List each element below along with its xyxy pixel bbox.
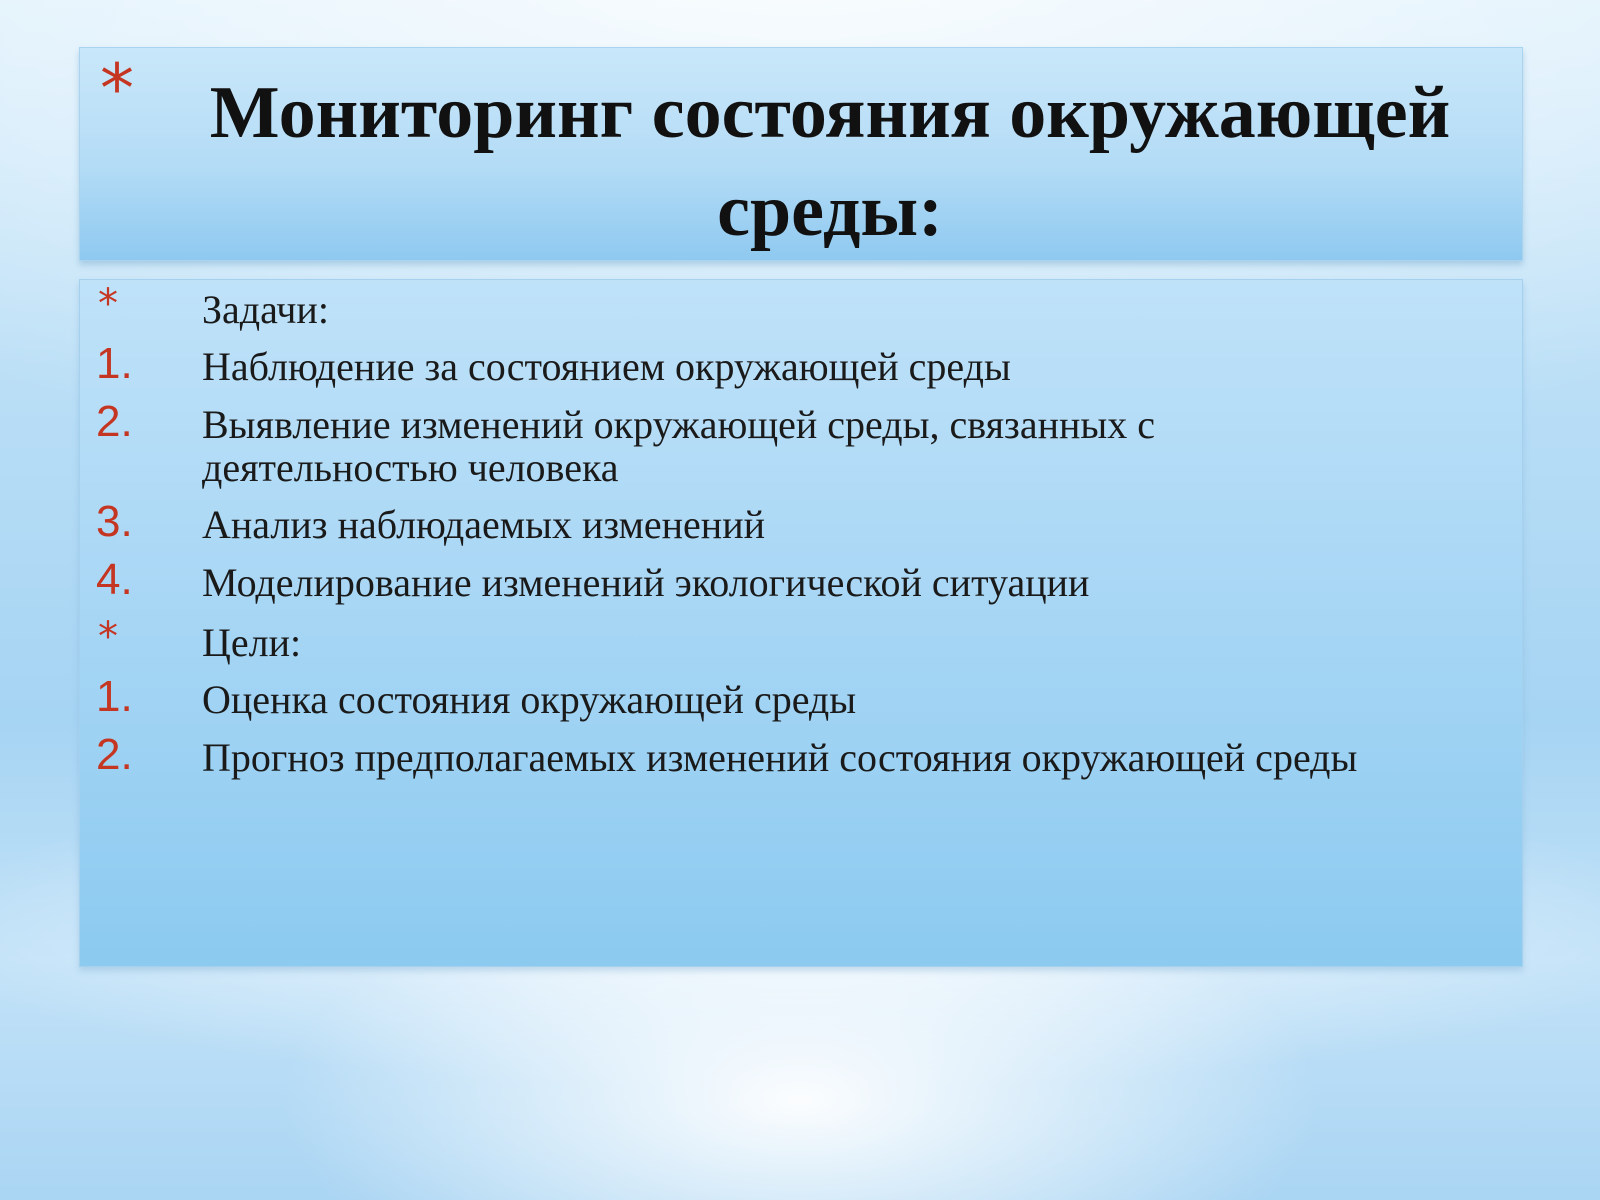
list-number: 2. bbox=[96, 397, 133, 446]
list-number: 1. bbox=[96, 672, 133, 721]
list-item-text: Выявление изменений окружающей среды, связанных с деятельностью человека bbox=[202, 402, 1156, 490]
title-star-marker: * bbox=[100, 50, 134, 129]
list-item-text: Оценка состояния окружающей среды bbox=[202, 677, 857, 722]
list-number: 2. bbox=[96, 730, 133, 779]
star-bullet: * bbox=[98, 281, 118, 327]
list-item-text: Цели: bbox=[202, 620, 302, 665]
list-item-text: Анализ наблюдаемых изменений bbox=[202, 502, 766, 547]
list-number: 1. bbox=[96, 339, 133, 388]
list-item-text: Моделирование изменений экологической ситуации bbox=[202, 560, 1090, 605]
list-number: 3. bbox=[96, 497, 133, 546]
list-number: 4. bbox=[96, 555, 133, 604]
star-bullet: * bbox=[98, 614, 118, 660]
slide-title: Мониторинг состояния окружающей среды: bbox=[209, 72, 1451, 252]
list-item-text: Задачи: bbox=[202, 287, 329, 332]
list-item-text: Наблюдение за состоянием окружающей среды bbox=[202, 344, 1011, 389]
list-item-text: Прогноз предполагаемых изменений состояния окружающей среды bbox=[202, 735, 1358, 780]
